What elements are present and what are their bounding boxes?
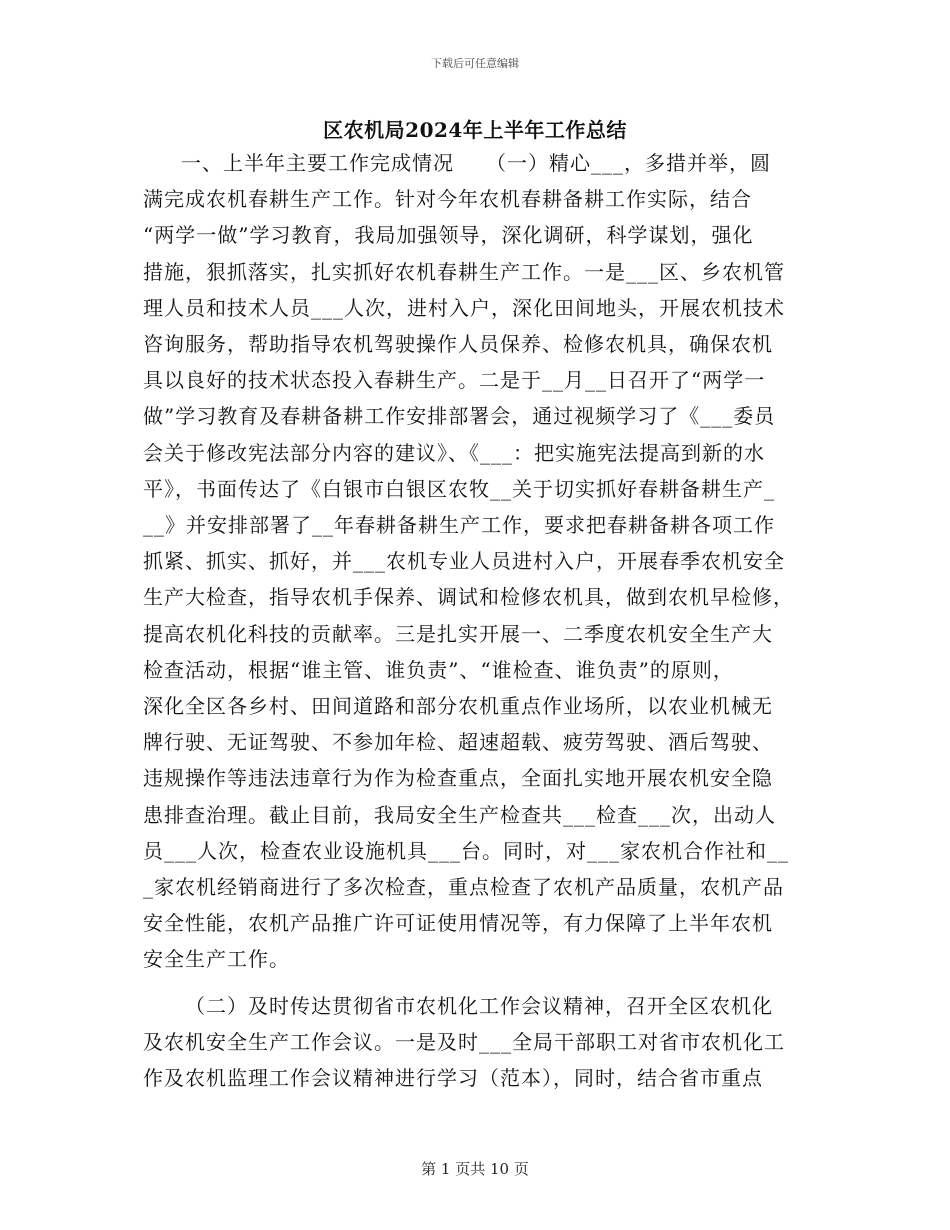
text-line: 抓紧、抓实、抓好，并___农机专业人员进村入户，开展春季农机安全	[143, 549, 785, 574]
text-line: 提高农机化科技的贡献率。三是扎实开展一、二季度农机安全生产大	[143, 621, 773, 646]
text-line: 深化全区各乡村、田间道路和部分农机重点作业场所，以农业机械无	[143, 694, 773, 719]
text-line: 做”学习教育及春耕备耕工作安排部署会，通过视频学习了《___委员	[143, 404, 776, 429]
paragraph-2	[143, 988, 803, 1097]
text-line: （二）及时传达贯彻省市农机化工作会议精神，召开全区农机化	[185, 993, 773, 1018]
text-line: 平》，书面传达了《白银市白银区农牧__关于切实抓好春耕备耕生产_	[143, 476, 775, 501]
page-number-footer: 第 1 页共 10 页	[421, 1160, 529, 1178]
text-line: 一、上半年主要工作完成情况 （一）精心___，多措并举，圆	[181, 151, 771, 175]
text-line: 生产大检查，指导农机手保养、调试和检修农机具，做到农机早检修，	[143, 585, 794, 610]
document-title: 区农机局2024年上半年工作总结	[323, 118, 627, 142]
text-line: 理人员和技术人员___人次，进村入户，深化田间地头，开展农机技术	[143, 295, 785, 320]
text-line: 患排查治理。截止目前，我局安全生产检查共___检查___次，出动人	[143, 802, 776, 827]
text-line: 牌行驶、无证驾驶、不参加年检、超速超载、疲劳驾驶、酒后驾驶、	[143, 730, 773, 755]
text-line: 具以良好的技术状态投入春耕生产。二是于__月__日召开了“两学一	[143, 368, 766, 393]
text-line: 安全生产工作。	[143, 947, 290, 972]
text-line: 满完成农机春耕生产工作。针对今年农机春耕备耕工作实际，结合	[143, 187, 752, 212]
text-line: 安全性能，农机产品推广许可证使用情况等，有力保障了上半年农机	[143, 911, 773, 936]
text-line: “两学一做”学习教育，我局加强领导，深化调研，科学谋划，强化	[143, 223, 754, 248]
text-line: 咨询服务，帮助指导农机驾驶操作人员保养、检修农机具，确保农机	[143, 332, 773, 357]
paragraph-spacer	[143, 978, 803, 988]
text-line: 及农机安全生产工作会议。一是及时___全局干部职工对省市农机化工	[143, 1029, 785, 1054]
text-line: 员___人次，检查农业设施机具___台。同时，对___家农机合作社和__	[143, 838, 789, 863]
document-body	[143, 145, 803, 1096]
text-line: 违规操作等违法违章行为作为检查重点，全面扎实地开展农机安全隐	[143, 766, 773, 791]
text-line: 会关于修改宪法部分内容的建议》、《___：把实施宪法提高到新的水	[143, 440, 765, 465]
text-line: 作及农机监理工作会议精神进行学习（范本），同时，结合省市重点	[143, 1066, 763, 1091]
text-line: _家农机经销商进行了多次检查，重点检查了农机产品质量，农机产品	[143, 875, 784, 900]
paragraph-1	[143, 145, 803, 978]
text-line: __》并安排部署了__年春耕备耕生产工作，要求把春耕备耕各项工作	[143, 513, 775, 538]
text-line: 措施，狠抓落实，扎实抓好农机春耕生产工作。一是___区、乡农机管	[143, 259, 785, 284]
header-note: 下载后可任意编辑	[431, 57, 519, 70]
text-line: 检查活动，根据“谁主管、谁负责”、“谁检查、谁负责”的原则，	[143, 657, 734, 682]
